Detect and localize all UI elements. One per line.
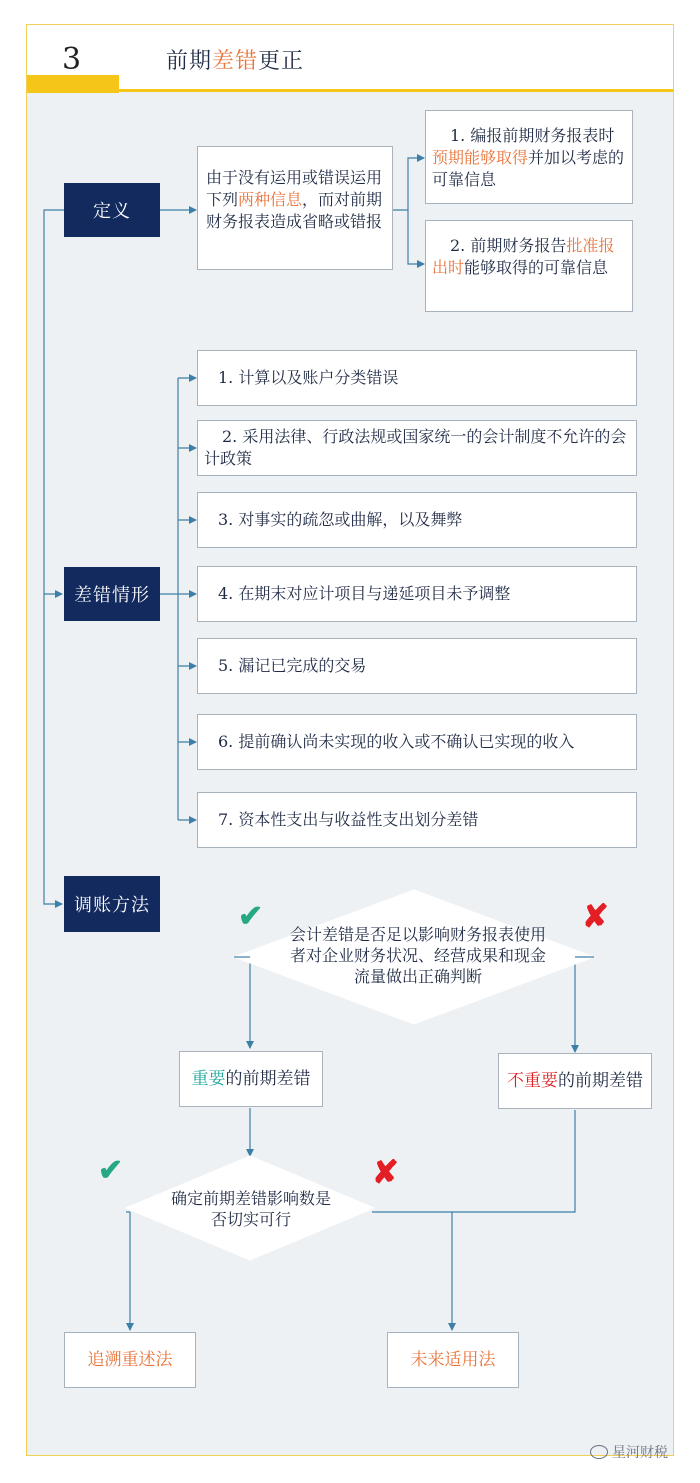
wechat-icon: [590, 1445, 608, 1459]
definition-text-end: ，而对前期财务报表造成省略或错报: [206, 190, 383, 231]
watermark-text: 星河财税: [612, 1445, 668, 1461]
decision-2-text: 确定前期差错影响数是否切实可行: [170, 1189, 331, 1229]
case-item-label: 2. 采用法律、行政法规或国家统一的会计制度不允许的会计政策: [204, 427, 627, 468]
info1-text: 1. 编报前期财务报表时: [450, 126, 615, 145]
case-item-label: 5. 漏记已完成的交易: [218, 656, 367, 675]
prospective-label: 未来适用法: [410, 1350, 496, 1370]
info-box-1: [425, 110, 633, 204]
definition-reason-box: [197, 146, 393, 270]
retrospective-method-box: [64, 1332, 196, 1388]
cross-mark-2: ✘: [372, 1153, 399, 1191]
cross-mark-1: ✘: [582, 897, 609, 935]
watermark: [590, 1442, 668, 1462]
retrospective-label: 追溯重述法: [87, 1350, 173, 1370]
info2-text-end: 能够取得的可靠信息: [464, 258, 609, 277]
section-number: 3: [62, 42, 82, 77]
material-error-box: [179, 1051, 323, 1107]
definition-text: 由于没有运用或错误运用下列: [206, 168, 383, 209]
prospective-method-box: [387, 1332, 519, 1388]
case-item-3: [197, 492, 637, 548]
case-item-7: [197, 792, 637, 848]
immaterial-error-box: [498, 1053, 652, 1109]
case-item-label: 6. 提前确认尚未实现的收入或不确认已实现的收入: [218, 732, 575, 751]
case-item-label: 7. 资本性支出与收益性支出划分差错: [218, 810, 479, 829]
title-text-end: 更正: [258, 49, 305, 74]
info1-text-end: 并加以考虑的可靠信息: [432, 148, 625, 189]
info2-highlight: 批准报出时: [432, 236, 615, 277]
info1-highlight: 预期能够取得: [432, 148, 529, 167]
immaterial-highlight: 不重要: [507, 1071, 558, 1091]
check-mark-2: ✔: [98, 1153, 124, 1188]
case-item-1: [197, 350, 637, 406]
method-label: 调账方法: [64, 876, 160, 932]
info-box-2: [425, 220, 633, 312]
material-highlight: 重要: [191, 1069, 226, 1089]
case-item-label: 1. 计算以及账户分类错误: [218, 368, 399, 387]
title-text: 前期: [166, 49, 213, 74]
material-text: 的前期差错: [225, 1069, 311, 1089]
immaterial-text: 的前期差错: [558, 1071, 643, 1091]
case-item-4: [197, 566, 637, 622]
case-item-2: [197, 420, 637, 476]
case-item-5: [197, 638, 637, 694]
cases-label: 差错情形: [64, 567, 160, 621]
info2-text: 2. 前期财务报告: [450, 236, 567, 255]
case-item-6: [197, 714, 637, 770]
decision-1-text: 会计差错是否足以影响财务报表使用者对企业财务状况、经营成果和现金流量做出正确判断: [290, 925, 547, 986]
case-item-label: 3. 对事实的疏忽或曲解，以及舞弊: [218, 510, 463, 529]
check-mark-1: ✔: [238, 899, 264, 934]
definition-label: 定义: [64, 183, 160, 237]
title-highlight: 差错: [212, 49, 259, 74]
definition-highlight: 两种信息: [238, 190, 303, 209]
case-item-label: 4. 在期末对应计项目与递延项目未予调整: [218, 584, 511, 603]
